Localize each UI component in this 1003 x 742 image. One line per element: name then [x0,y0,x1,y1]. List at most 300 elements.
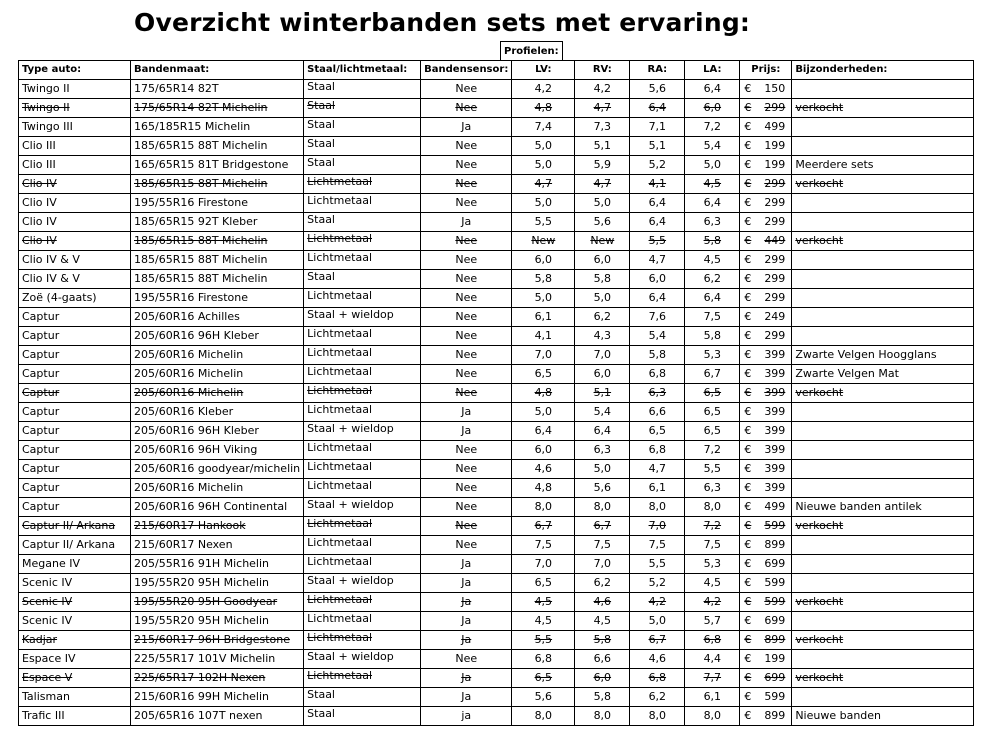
table-row [19,213,974,232]
cell-ra: 4,7 [630,460,685,479]
cell-type-auto: Trafic III [19,707,131,726]
cell-velg: Staal + wieldop [304,498,421,517]
cell-lv: 6,8 [512,650,575,669]
cell-bandenmaat: 205/60R16 Michelin [131,346,304,365]
cell-ra: 6,2 [630,688,685,707]
currency-symbol: € [744,139,752,152]
cell-bijzonderheden [792,194,974,213]
cell-velg: Lichtmetaal [304,612,421,631]
cell-rv: 8,0 [575,498,630,517]
cell-bijzonderheden [792,80,974,99]
cell-bandensensor: Ja [421,688,512,707]
cell-prijs [740,422,792,441]
cell-bijzonderheden [792,612,974,631]
cell-rv: 5,6 [575,479,630,498]
table-row [19,460,974,479]
cell-la: 6,3 [685,479,740,498]
cell-lv: 7,5 [512,536,575,555]
currency-symbol: € [744,158,752,171]
cell-rv: 5,0 [575,289,630,308]
cell-rv: 5,6 [575,213,630,232]
table-row [19,118,974,137]
cell-bandensensor: Nee [421,498,512,517]
cell-type-auto: Twingo III [19,118,131,137]
cell-prijs [740,308,792,327]
cell-ra: 6,0 [630,270,685,289]
cell-ra: 5,8 [630,346,685,365]
cell-bandenmaat: 215/60R17 96H Bridgestone [131,631,304,650]
cell-ra: 8,0 [630,707,685,726]
cell-prijs [740,156,792,175]
table-row [19,669,974,688]
cell-ra: 6,4 [630,213,685,232]
cell-type-auto: Captur II/ Arkana [19,536,131,555]
table-row [19,137,974,156]
cell-bandenmaat: 185/65R15 88T Michelin [131,232,304,251]
cell-bijzonderheden: verkocht [792,631,974,650]
cell-bijzonderheden [792,555,974,574]
header-type-auto: Type auto: [19,61,131,80]
currency-symbol: € [744,614,752,627]
table-row [19,403,974,422]
cell-bijzonderheden: Nieuwe banden antilek [792,498,974,517]
cell-bandensensor: Ja [421,612,512,631]
currency-symbol: € [744,481,752,494]
cell-bandenmaat: 205/60R16 96H Kleber [131,327,304,346]
cell-lv: 4,5 [512,612,575,631]
cell-bijzonderheden: verkocht [792,232,974,251]
cell-bandensensor: Ja [421,213,512,232]
cell-rv: 6,4 [575,422,630,441]
cell-lv: 5,5 [512,631,575,650]
cell-type-auto: Zoë (4-gaats) [19,289,131,308]
currency-symbol: € [744,101,752,114]
cell-bijzonderheden [792,536,974,555]
cell-velg: Lichtmetaal [304,517,421,536]
table-row [19,175,974,194]
cell-ra: 6,1 [630,479,685,498]
cell-rv: 5,8 [575,688,630,707]
price-value: 449 [764,234,786,247]
cell-bijzonderheden: Zwarte Velgen Mat [792,365,974,384]
cell-bijzonderheden [792,118,974,137]
cell-rv: New [575,232,630,251]
cell-lv: 8,0 [512,707,575,726]
cell-bijzonderheden [792,251,974,270]
price-value: 399 [764,367,786,380]
cell-velg: Lichtmetaal [304,175,421,194]
cell-prijs [740,289,792,308]
cell-ra: 5,5 [630,232,685,251]
cell-rv: 5,8 [575,270,630,289]
price-value: 299 [764,196,786,209]
cell-velg: Lichtmetaal [304,251,421,270]
cell-bijzonderheden: Meerdere sets [792,156,974,175]
cell-ra: 5,2 [630,156,685,175]
cell-bijzonderheden [792,137,974,156]
cell-bandenmaat: 195/55R16 Firestone [131,194,304,213]
cell-bandenmaat: 195/55R20 95H Michelin [131,612,304,631]
table-row [19,498,974,517]
cell-ra: 5,5 [630,555,685,574]
cell-prijs [740,479,792,498]
cell-lv: 4,8 [512,99,575,118]
cell-rv: 8,0 [575,707,630,726]
cell-lv: 4,8 [512,479,575,498]
cell-type-auto: Captur [19,346,131,365]
cell-lv: 7,4 [512,118,575,137]
cell-la: 5,3 [685,555,740,574]
cell-prijs [740,80,792,99]
cell-la: 6,3 [685,213,740,232]
cell-velg: Staal [304,137,421,156]
currency-symbol: € [744,424,752,437]
table-row [19,308,974,327]
price-value: 299 [764,101,786,114]
cell-lv: 4,8 [512,384,575,403]
cell-velg: Staal [304,707,421,726]
cell-ra: 6,8 [630,441,685,460]
cell-bijzonderheden [792,289,974,308]
cell-ra: 6,4 [630,99,685,118]
cell-rv: 4,6 [575,593,630,612]
price-value: 299 [764,215,786,228]
cell-bijzonderheden: Zwarte Velgen Hoogglans [792,346,974,365]
cell-bandenmaat: 195/55R16 Firestone [131,289,304,308]
cell-bandenmaat: 195/55R20 95H Michelin [131,574,304,593]
header-ra: RA: [630,61,685,80]
cell-bandensensor: ja [421,707,512,726]
cell-prijs [740,688,792,707]
cell-la: 7,2 [685,441,740,460]
table-row [19,536,974,555]
cell-la: 6,7 [685,365,740,384]
table-header-row [19,61,974,80]
cell-prijs [740,137,792,156]
cell-ra: 5,4 [630,327,685,346]
cell-velg: Lichtmetaal [304,479,421,498]
cell-prijs [740,346,792,365]
cell-bandensensor: Ja [421,403,512,422]
cell-rv: 6,2 [575,574,630,593]
price-value: 399 [764,481,786,494]
cell-velg: Lichtmetaal [304,460,421,479]
cell-la: 4,5 [685,251,740,270]
cell-velg: Lichtmetaal [304,346,421,365]
cell-type-auto: Espace IV [19,650,131,669]
cell-lv: 7,0 [512,346,575,365]
cell-bandenmaat: 195/55R20 95H Goodyear [131,593,304,612]
cell-bandensensor: Nee [421,536,512,555]
price-value: 299 [764,291,786,304]
cell-la: 5,4 [685,137,740,156]
header-la: LA: [685,61,740,80]
cell-la: 4,2 [685,593,740,612]
cell-prijs [740,593,792,612]
cell-velg: Lichtmetaal [304,327,421,346]
price-value: 399 [764,405,786,418]
table-row [19,517,974,536]
price-value: 299 [764,329,786,342]
cell-bandensensor: Nee [421,99,512,118]
currency-symbol: € [744,82,752,95]
cell-ra: 4,6 [630,650,685,669]
cell-lv: 5,0 [512,194,575,213]
cell-prijs [740,574,792,593]
cell-bandenmaat: 215/60R17 Nexen [131,536,304,555]
cell-velg: Lichtmetaal [304,669,421,688]
cell-bandenmaat: 185/65R15 92T Kleber [131,213,304,232]
cell-ra: 5,1 [630,137,685,156]
cell-lv: 6,5 [512,669,575,688]
currency-symbol: € [744,196,752,209]
cell-velg: Lichtmetaal [304,384,421,403]
currency-symbol: € [744,519,752,532]
cell-bandenmaat: 165/185R15 Michelin [131,118,304,137]
cell-ra: 6,6 [630,403,685,422]
cell-type-auto: Captur [19,308,131,327]
price-value: 499 [764,500,786,513]
profielen-header: Profielen: [500,41,563,60]
table-row [19,289,974,308]
currency-symbol: € [744,557,752,570]
cell-la: 5,0 [685,156,740,175]
cell-rv: 6,0 [575,365,630,384]
cell-bandenmaat: 185/65R15 88T Michelin [131,270,304,289]
table-row [19,650,974,669]
cell-velg: Lichtmetaal [304,555,421,574]
cell-ra: 7,0 [630,517,685,536]
table-row [19,555,974,574]
cell-bandensensor: Ja [421,422,512,441]
cell-lv: 4,6 [512,460,575,479]
cell-bijzonderheden [792,270,974,289]
cell-ra: 4,1 [630,175,685,194]
cell-type-auto: Clio IV [19,213,131,232]
cell-rv: 7,3 [575,118,630,137]
price-value: 499 [764,120,786,133]
cell-type-auto: Clio IV & V [19,270,131,289]
cell-bijzonderheden [792,403,974,422]
currency-symbol: € [744,709,752,722]
currency-symbol: € [744,120,752,133]
cell-bijzonderheden: verkocht [792,99,974,118]
cell-bandensensor: Nee [421,137,512,156]
cell-bandensensor: Ja [421,631,512,650]
cell-prijs [740,213,792,232]
cell-rv: 5,1 [575,137,630,156]
currency-symbol: € [744,671,752,684]
table-row [19,574,974,593]
price-value: 899 [764,538,786,551]
currency-symbol: € [744,595,752,608]
cell-bandenmaat: 205/55R16 91H Michelin [131,555,304,574]
cell-la: 7,5 [685,536,740,555]
cell-bandensensor: Ja [421,593,512,612]
cell-bandensensor: Nee [421,650,512,669]
currency-symbol: € [744,538,752,551]
cell-ra: 6,7 [630,631,685,650]
price-value: 299 [764,177,786,190]
cell-bandensensor: Nee [421,384,512,403]
cell-velg: Staal [304,688,421,707]
cell-bandenmaat: 205/60R16 Michelin [131,479,304,498]
header-lv: LV: [512,61,575,80]
cell-type-auto: Twingo II [19,99,131,118]
cell-ra: 4,7 [630,251,685,270]
cell-ra: 7,6 [630,308,685,327]
cell-bandenmaat: 205/60R16 96H Kleber [131,422,304,441]
cell-la: 6,5 [685,384,740,403]
cell-lv: 6,0 [512,441,575,460]
cell-la: 7,2 [685,118,740,137]
cell-bandenmaat: 205/60R16 Achilles [131,308,304,327]
currency-symbol: € [744,348,752,361]
cell-bandensensor: Nee [421,80,512,99]
cell-type-auto: Clio IV [19,194,131,213]
cell-la: 7,2 [685,517,740,536]
currency-symbol: € [744,690,752,703]
cell-bandenmaat: 185/65R15 88T Michelin [131,137,304,156]
cell-prijs [740,403,792,422]
cell-prijs [740,270,792,289]
cell-velg: Lichtmetaal [304,403,421,422]
header-bandenmaat: Bandenmaat: [131,61,304,80]
cell-prijs [740,118,792,137]
cell-bandenmaat: 205/60R16 goodyear/michelin [131,460,304,479]
cell-bandenmaat: 225/55R17 101V Michelin [131,650,304,669]
cell-velg: Lichtmetaal [304,289,421,308]
cell-prijs [740,650,792,669]
cell-la: 6,4 [685,80,740,99]
cell-bandensensor: Nee [421,460,512,479]
cell-bandensensor: Nee [421,441,512,460]
currency-symbol: € [744,329,752,342]
cell-bandensensor: Nee [421,517,512,536]
cell-bijzonderheden [792,460,974,479]
price-value: 599 [764,595,786,608]
cell-lv: 6,7 [512,517,575,536]
cell-la: 6,4 [685,194,740,213]
cell-velg: Lichtmetaal [304,536,421,555]
cell-lv: 4,1 [512,327,575,346]
cell-velg: Lichtmetaal [304,194,421,213]
cell-rv: 5,9 [575,156,630,175]
cell-type-auto: Captur [19,365,131,384]
cell-type-auto: Captur [19,441,131,460]
price-value: 399 [764,462,786,475]
table-row [19,270,974,289]
currency-symbol: € [744,576,752,589]
table-row [19,346,974,365]
cell-velg: Lichtmetaal [304,232,421,251]
cell-ra: 5,6 [630,80,685,99]
cell-la: 4,4 [685,650,740,669]
cell-velg: Staal + wieldop [304,422,421,441]
cell-rv: 4,7 [575,175,630,194]
table-row [19,707,974,726]
cell-rv: 6,6 [575,650,630,669]
cell-rv: 5,8 [575,631,630,650]
cell-type-auto: Scenic IV [19,612,131,631]
price-value: 249 [764,310,786,323]
price-value: 399 [764,443,786,456]
cell-velg: Staal + wieldop [304,650,421,669]
price-value: 299 [764,253,786,266]
cell-ra: 7,1 [630,118,685,137]
price-value: 699 [764,614,786,627]
cell-bijzonderheden: verkocht [792,384,974,403]
table-row [19,688,974,707]
currency-symbol: € [744,652,752,665]
cell-bandenmaat: 215/60R17 Hankook [131,517,304,536]
cell-la: 5,8 [685,232,740,251]
table-row [19,99,974,118]
cell-bandensensor: Nee [421,270,512,289]
currency-symbol: € [744,405,752,418]
cell-bijzonderheden: verkocht [792,175,974,194]
cell-bijzonderheden: verkocht [792,517,974,536]
table-row [19,479,974,498]
cell-rv: 6,7 [575,517,630,536]
table-row [19,631,974,650]
cell-velg: Staal [304,118,421,137]
cell-type-auto: Captur [19,479,131,498]
table-row [19,232,974,251]
cell-bijzonderheden [792,441,974,460]
currency-symbol: € [744,367,752,380]
currency-symbol: € [744,272,752,285]
cell-lv: 5,8 [512,270,575,289]
cell-type-auto: Twingo II [19,80,131,99]
cell-prijs [740,327,792,346]
cell-rv: 6,0 [575,669,630,688]
cell-bandensensor: Nee [421,327,512,346]
cell-rv: 5,0 [575,460,630,479]
currency-symbol: € [744,310,752,323]
cell-bijzonderheden [792,688,974,707]
cell-type-auto: Clio IV [19,232,131,251]
cell-prijs [740,99,792,118]
cell-bandensensor: Ja [421,118,512,137]
currency-symbol: € [744,500,752,513]
cell-la: 4,5 [685,574,740,593]
cell-bandensensor: Nee [421,346,512,365]
cell-velg: Lichtmetaal [304,593,421,612]
cell-bandensensor: Nee [421,479,512,498]
cell-bijzonderheden [792,327,974,346]
cell-bandenmaat: 225/65R17 102H Nexen [131,669,304,688]
header-bijzonderheden: Bijzonderheden: [792,61,974,80]
cell-bandenmaat: 175/65R14 82T [131,80,304,99]
price-value: 299 [764,272,786,285]
cell-prijs [740,251,792,270]
cell-lv: 6,0 [512,251,575,270]
cell-prijs [740,460,792,479]
header-rv: RV: [575,61,630,80]
cell-lv: 6,4 [512,422,575,441]
cell-la: 7,5 [685,308,740,327]
cell-bandenmaat: 185/65R15 88T Michelin [131,251,304,270]
cell-rv: 4,7 [575,99,630,118]
cell-la: 6,1 [685,688,740,707]
table-row [19,384,974,403]
cell-bandenmaat: 185/65R15 88T Michelin [131,175,304,194]
table-row [19,422,974,441]
cell-ra: 7,5 [630,536,685,555]
cell-type-auto: Clio IV & V [19,251,131,270]
cell-rv: 7,0 [575,346,630,365]
